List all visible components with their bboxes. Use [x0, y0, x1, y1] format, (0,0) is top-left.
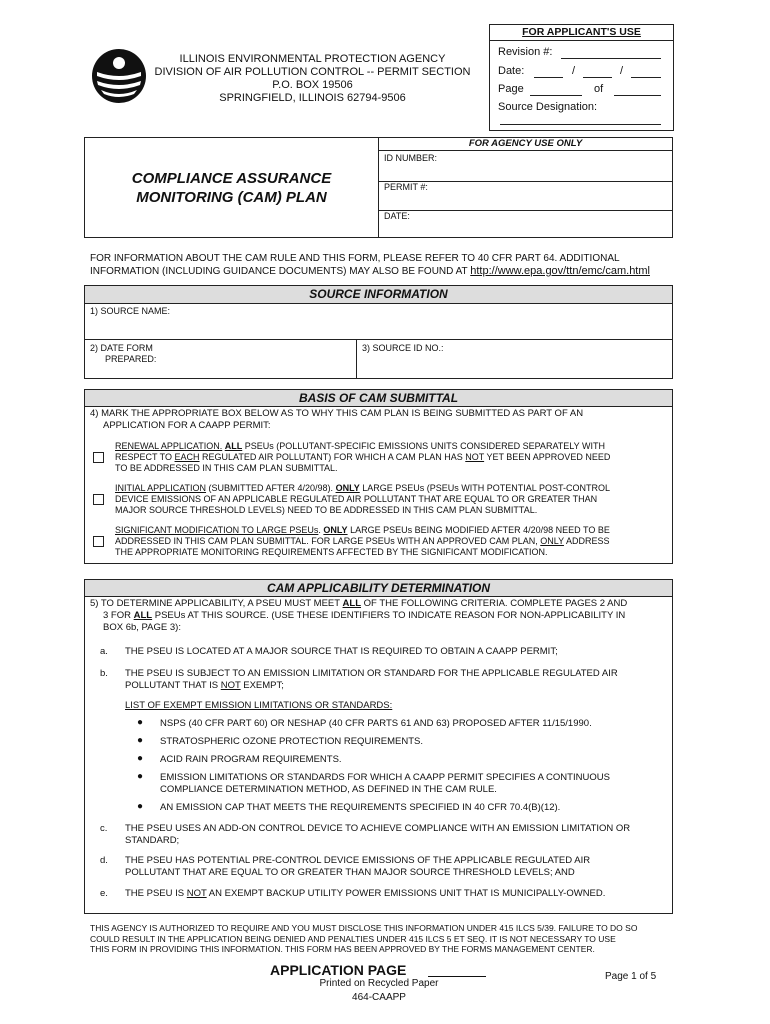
continuous-compliance-line2: COMPLIANCE DETERMINATION METHOD, AS DEFINED IN THE CAM RULE. [160, 784, 497, 795]
criterion-c-text [125, 823, 630, 847]
info-line1: FOR INFORMATION ABOUT THE CAM RULE AND THIS FORM, PLEASE REFER TO 40 CFR PART 64. ADDITIONAL [90, 253, 620, 264]
criterion-b-letter: b. [100, 668, 108, 679]
id-number-field[interactable] [379, 151, 672, 181]
intro-line3: BOX 6b, PAGE 3): [103, 622, 181, 633]
basis-intro-line2: APPLICATION FOR A CAAPP PERMIT: [103, 420, 271, 431]
renewal-line1: PSEUs (POLLUTANT-SPECIFIC EMISSIONS UNITS CONSIDERED SEPARATELY WITH [242, 441, 605, 451]
significant-line2a: ADDRESSED IN THIS CAM PLAN SUBMITTAL. FOR LARGE PSEUs WITH AN APPROVED CAM PLAN, [115, 536, 541, 546]
info-line2: INFORMATION (INCLUDING GUIDANCE DOCUMENTS) MAY ALSO BE FOUND AT [90, 266, 468, 277]
significant-modification-checkbox[interactable] [93, 536, 104, 547]
form-title-line2: MONITORING (CAM) PLAN [136, 189, 327, 206]
renewal-line2a: RESPECT TO [115, 452, 175, 462]
criterion-b-line2a: POLLUTANT THAT IS [125, 680, 221, 691]
disclosure-line3: THIS FORM IN PROVIDING THIS INFORMATION. THIS FORM HAS BEEN APPROVED BY THE FORMS MANAGEMENT CENTER. [90, 944, 595, 954]
date-slash: / [620, 65, 624, 77]
agency-date-label: DATE: [384, 211, 410, 221]
renewal-title: RENEWAL APPLICATION. [115, 441, 223, 451]
of-label: of [594, 83, 604, 95]
intro-line1c: OF THE FOLLOWING CRITERIA. COMPLETE PAGES 2 AND [361, 598, 628, 609]
page-total-field[interactable] [614, 95, 661, 96]
date-label: Date: [498, 65, 525, 77]
bullet: ● [137, 717, 144, 728]
source-designation-label: Source Designation: [498, 101, 598, 113]
basis-intro [90, 408, 583, 432]
application-page-field[interactable] [428, 976, 486, 977]
agency-logo [91, 48, 147, 104]
page-indicator: Page 1 of 5 [605, 971, 657, 982]
significant-line2c: ADDRESS [563, 536, 610, 546]
bullet: ● [137, 771, 144, 782]
date-slash: / [572, 65, 576, 77]
emphasis-each: EACH [174, 452, 200, 462]
criterion-a-letter: a. [100, 646, 108, 657]
initial-line1d: LARGE PSEUs (PSEUs WITH POTENTIAL POST-CONTROL [359, 483, 610, 493]
initial-title: INITIAL APPLICATION [115, 483, 207, 493]
date-month-field[interactable] [534, 77, 563, 78]
criterion-c-line1: THE PSEU USES AN ADD-ON CONTROL DEVICE TO ACHIEVE COMPLIANCE WITH AN EMISSION LIMITATION OR [125, 823, 631, 834]
emphasis-only: ONLY [540, 536, 564, 546]
applicability-heading: CAM APPLICABILITY DETERMINATION [85, 580, 672, 597]
agency-use-header: FOR AGENCY USE ONLY [468, 138, 583, 149]
basis-of-cam-submittal-section [84, 389, 673, 564]
spacer: . [318, 525, 324, 535]
emphasis-all: ALL [224, 441, 243, 451]
emphasis-not: NOT [220, 680, 241, 691]
applicability-intro [90, 598, 627, 634]
date-year-field[interactable] [631, 77, 661, 78]
info-text [90, 252, 650, 278]
source-designation-field[interactable] [500, 124, 661, 125]
renewal-application-text [115, 441, 610, 474]
page-number-field[interactable] [530, 95, 582, 96]
exempt-item-nsps: NSPS (40 CFR PART 60) OR NESHAP (40 CFR PARTS 61 AND 63) PROPOSED AFTER 11/15/1990. [160, 718, 592, 729]
application-page-label: APPLICATION PAGE [270, 962, 407, 978]
bullet: ● [137, 753, 144, 764]
agency-address [140, 53, 485, 105]
revision-label: Revision #: [498, 46, 553, 58]
cam-website-link[interactable]: http://www.epa.gov/ttn/emc/cam.html [470, 265, 650, 277]
form-title-line1: COMPLIANCE ASSURANCE [131, 170, 332, 187]
criterion-e-letter: e. [100, 888, 108, 899]
initial-application-text [115, 483, 610, 516]
exempt-item-acid-rain: ACID RAIN PROGRAM REQUIREMENTS. [160, 754, 342, 765]
criterion-d-letter: d. [100, 855, 108, 866]
criterion-a-text: THE PSEU IS LOCATED AT A MAJOR SOURCE THAT IS REQUIRED TO OBTAIN A CAAPP PERMIT; [125, 646, 558, 657]
emphasis-all: ALL [133, 610, 153, 621]
cam-applicability-section [84, 579, 673, 914]
significant-line1d: LARGE PSEUs BEING MODIFIED AFTER 4/20/98 NEED TO BE [347, 525, 610, 535]
source-name-field[interactable] [85, 304, 672, 339]
initial-line1b: (SUBMITTED AFTER 4/20/98). [206, 483, 336, 493]
renewal-application-checkbox[interactable] [93, 452, 104, 463]
criterion-b-line2c: EXEMPT; [240, 680, 284, 691]
page-label: Page [498, 83, 524, 95]
division-name: DIVISION OF AIR POLLUTION CONTROL -- PERMIT SECTION [154, 66, 471, 78]
source-id-field[interactable] [357, 340, 672, 378]
criterion-b-line1: THE PSEU IS SUBJECT TO AN EMISSION LIMITATION OR STANDARD FOR THE APPLICABLE REGULATED AIR [125, 668, 618, 679]
criterion-d-text [125, 855, 590, 879]
criterion-d-line2: POLLUTANT THAT ARE EQUAL TO OR GREATER THAN MAJOR SOURCE THRESHOLD LEVELS; AND [125, 867, 575, 878]
significant-line3: THE APPROPRIATE MONITORING REQUIREMENTS AFFECTED BY THE SIGNIFICANT MODIFICATION. [115, 547, 548, 557]
agency-date-field[interactable] [379, 211, 672, 237]
date-day-field[interactable] [583, 77, 612, 78]
date-form-label-line1: 2) DATE FORM [90, 343, 153, 353]
permit-number-field[interactable] [379, 182, 672, 210]
emphasis-only: ONLY [323, 525, 348, 535]
basis-intro-line1: 4) MARK THE APPROPRIATE BOX BELOW AS TO WHY THIS CAM PLAN IS BEING SUBMITTED AS PART OF AN [90, 408, 584, 419]
renewal-line2c: REGULATED AIR POLLUTANT) FOR WHICH A CAM PLAN HAS [199, 452, 466, 462]
criterion-e-c: AN EXEMPT BACKUP UTILITY POWER EMISSIONS UNIT THAT IS MUNICIPALLY-OWNED. [206, 888, 606, 899]
printed-on-recycled-paper: Printed on Recycled Paper [319, 978, 439, 989]
emphasis-all: ALL [342, 598, 362, 609]
disclosure-line1: THIS AGENCY IS AUTHORIZED TO REQUIRE AND YOU MUST DISCLOSE THIS INFORMATION UNDER 415 ILCS 5/39. FAILURE TO DO SO [90, 923, 638, 933]
emphasis-not: NOT [465, 452, 485, 462]
title-block [84, 137, 673, 238]
bullet: ● [137, 735, 144, 746]
permit-number-label: PERMIT #: [384, 182, 428, 192]
source-information-section [84, 285, 673, 379]
source-information-heading: SOURCE INFORMATION [85, 286, 672, 304]
criterion-d-line1: THE PSEU HAS POTENTIAL PRE-CONTROL DEVICE EMISSIONS OF THE APPLICABLE REGULATED AIR [125, 855, 591, 866]
initial-line2: DEVICE EMISSIONS OF AN APPLICABLE REGULATED AIR POLLUTANT THAT ARE EQUAL TO OR GREATER THAN [115, 494, 598, 504]
date-form-prepared-field[interactable] [85, 340, 355, 378]
po-box: P.O. BOX 19506 [272, 79, 353, 91]
criterion-b-text [125, 668, 618, 692]
criterion-e-text [125, 888, 605, 900]
basis-heading: BASIS OF CAM SUBMITTAL [85, 390, 672, 407]
applicant-use-box [489, 24, 674, 131]
date-form-label-line2: PREPARED: [105, 354, 157, 364]
renewal-line2e: YET BEEN APPROVED NEED [484, 452, 611, 462]
initial-application-checkbox[interactable] [93, 494, 104, 505]
intro-line2a: 3 FOR [103, 610, 134, 621]
source-name-label: 1) SOURCE NAME: [90, 306, 171, 316]
intro-line1a: 5) TO DETERMINE APPLICABILITY, A PSEU MUST MEET [90, 598, 343, 609]
exempt-item-emission-cap: AN EMISSION CAP THAT MEETS THE REQUIREMENTS SPECIFIED IN 40 CFR 70.4(B)(12). [160, 802, 561, 813]
disclosure-line2: COULD RESULT IN THE APPLICATION BEING DENIED AND PENALTIES UNDER 415 ILCS 5 ET SEQ. IT IS NOT NECESSARY TO USE [90, 933, 616, 944]
significant-title: SIGNIFICANT MODIFICATION TO LARGE PSEUs [115, 525, 319, 535]
bullet: ● [137, 801, 144, 812]
exempt-list-heading: LIST OF EXEMPT EMISSION LIMITATIONS OR STANDARDS: [125, 700, 393, 711]
continuous-compliance-line1: EMISSION LIMITATIONS OR STANDARDS FOR WHICH A CAAPP PERMIT SPECIFIES A CONTINUOUS [160, 772, 610, 783]
emphasis-only: ONLY [335, 483, 360, 493]
agency-name: ILLINOIS ENVIRONMENTAL PROTECTION AGENCY [179, 53, 446, 65]
emphasis-not: NOT [186, 888, 207, 899]
intro-line2c: PSEUs AT THIS SOURCE. (USE THESE IDENTIFIERS TO INDICATE REASON FOR NON-APPLICABILITY IN [152, 610, 626, 621]
form-title [85, 169, 378, 207]
id-number-label: ID NUMBER: [384, 153, 438, 163]
applicant-box-title: FOR APPLICANT'S USE [490, 25, 673, 41]
exempt-item-continuous-compliance [160, 772, 610, 796]
initial-line3: MAJOR SOURCE THRESHOLD LEVELS) NEED TO BE ADDRESSED IN THIS CAM PLAN SUBMITTAL. [115, 505, 538, 515]
source-id-label: 3) SOURCE ID NO.: [362, 343, 444, 353]
disclosure-notice [90, 923, 637, 955]
form-number: 464-CAAPP [352, 992, 406, 1003]
criterion-c-letter: c. [100, 823, 108, 834]
city-state-zip: SPRINGFIELD, ILLINOIS 62794-9506 [219, 92, 406, 104]
criterion-e-a: THE PSEU IS [125, 888, 187, 899]
significant-modification-text [115, 525, 610, 558]
revision-field[interactable] [561, 58, 661, 59]
exempt-item-ozone: STRATOSPHERIC OZONE PROTECTION REQUIREMENTS. [160, 736, 424, 747]
criterion-c-line2: STANDARD; [125, 835, 180, 846]
renewal-line3: TO BE ADDRESSED IN THIS CAM PLAN SUBMITTAL. [115, 463, 338, 473]
